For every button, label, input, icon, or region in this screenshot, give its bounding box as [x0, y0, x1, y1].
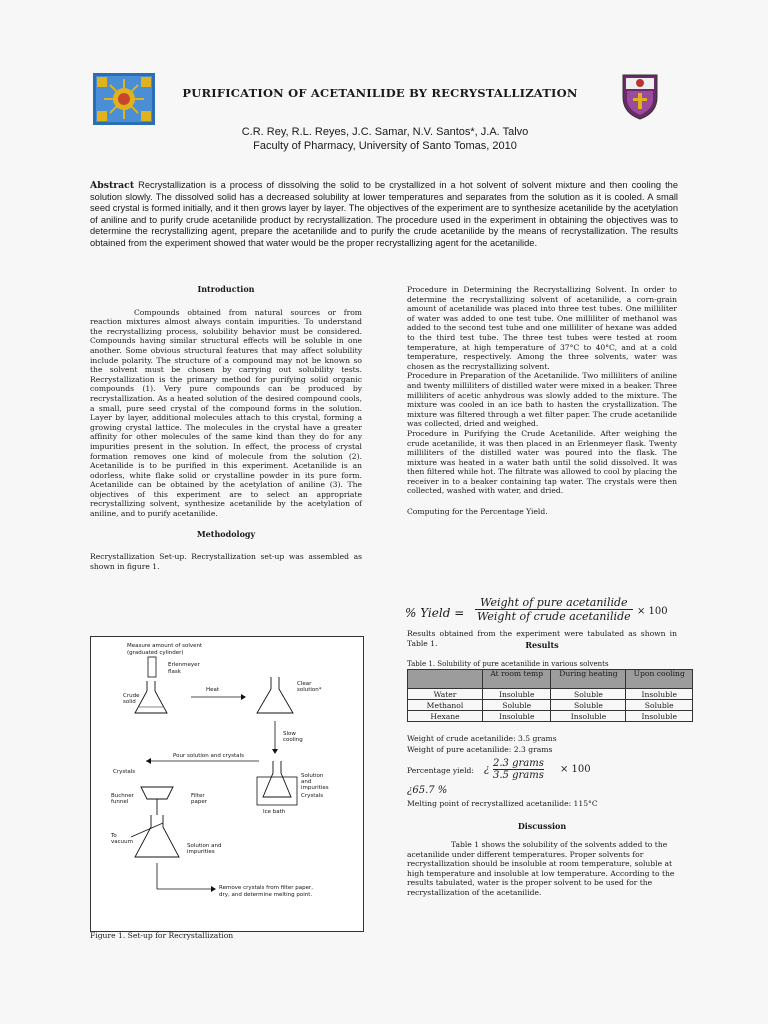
abstract-label: Abstract [90, 180, 135, 191]
label-to: To [111, 833, 117, 839]
abstract [90, 180, 678, 250]
percentage-denominator: 3.5 grams [493, 770, 544, 781]
percentage-prefix: ¿ [484, 764, 490, 775]
university-seal [615, 71, 665, 121]
solubility-table [407, 669, 693, 722]
table-cell: Insoluble [626, 689, 693, 700]
label-funnel: funnel [111, 799, 129, 805]
table-header-row [408, 670, 693, 689]
table-caption: Table 1. Solubility of pure acetanilide in various solvents [407, 660, 609, 668]
label-solution-and: Solution [301, 773, 324, 779]
table-header-cell: During heating [551, 670, 626, 689]
label-flask: flask [168, 669, 181, 675]
label-solution2: Solution and [187, 843, 222, 849]
right-column [407, 285, 677, 517]
flask-4 [135, 815, 179, 857]
table-cell: Water [408, 689, 483, 700]
discussion-text: Table 1 shows the solubility of the solvents added to the acetanilide under different temperatures. Proper solvents for recrystallization should be insoluble at room temperature, soluble at high temperature and insoluble at low temperature. According to the results tabulated, water is the proper solvent to be used for the recrystallization of the acetanilide. [407, 840, 675, 897]
results-heading: Results [525, 640, 559, 650]
table-cell: Hexane [408, 711, 483, 722]
table-cell: Insoluble [626, 711, 693, 722]
table-cell: Soluble [551, 689, 626, 700]
ice-bath [257, 777, 297, 805]
procedure-purifying: Procedure in Purifying the Crude Acetanilide. After weighing the crude acetanilide, it was then placed in an Erlenmeyer flask. Twenty milliliters of the distilled water was poured into the flask. The mixture was heated in a water bath until the solid dissolved. It was then filtered while hot. The filtrate was allowed to cool by placing the receiver in to a beaker containing tap water. The crystals were then collected, washed with water, and dried. [407, 428, 677, 496]
equation-lhs: % Yield = [405, 606, 465, 620]
label-measure: Measure amount of solvent [127, 643, 203, 649]
computing-label: Computing for the Percentage Yield. [407, 507, 548, 517]
procedure-preparation: Procedure in Preparation of the Acetanilide. Two milliliters of aniline and twenty milliliters of distilled water were mixed in a beaker. Three milliliters of acetic anhydrous was slowly added to the mixture. The mixture was cooled in an ice bath to hasten the crystallization. The mixture was filtered through a wet filter paper. The crude acetanilide was collected, dried and weighed. [407, 371, 677, 429]
label-crude: Crude [123, 693, 140, 699]
paper-title: PURIFICATION OF ACETANILIDE BY RECRYSTALLIZATION [182, 86, 578, 100]
label-filter: Filter [191, 793, 205, 799]
label-heat: Heat [206, 687, 220, 693]
graduated-cylinder [148, 657, 156, 677]
equation-fraction [475, 596, 633, 623]
label-pour: Pour solution and crystals [173, 753, 244, 759]
table-cell: Soluble [551, 700, 626, 711]
label-vacuum: vacuum [111, 839, 133, 845]
table-cell: Soluble [483, 700, 551, 711]
label-erlenmeyer: Erlenmeyer [168, 662, 200, 668]
flask-2 [257, 677, 293, 713]
percentage-result: ¿65.7 % [407, 785, 448, 796]
methodology-heading: Methodology [196, 528, 256, 539]
author-list: C.R. Rey, R.L. Reyes, J.C. Samar, N.V. Santos*, J.A. Talvo [241, 126, 529, 138]
authors-block [150, 125, 620, 153]
label-buchner: Buchner [111, 793, 134, 799]
table-row [408, 689, 693, 700]
table-header-cell [408, 670, 483, 689]
table-cell: Insoluble [483, 711, 551, 722]
label-solid: solid [123, 699, 136, 705]
label-clear: Clear [297, 681, 312, 687]
flask-1 [135, 681, 167, 713]
label-and: and [301, 779, 312, 785]
equation-denominator: Weight of crude acetanilide [477, 610, 631, 623]
melting-point: Melting point of recrystallized acetanilide: 115°C [407, 799, 598, 808]
introduction-heading: Introduction [197, 284, 255, 294]
faculty-logo [93, 73, 155, 125]
equation-numerator: Weight of pure acetanilide [480, 596, 628, 609]
label-cooling: cooling [283, 737, 303, 743]
table-row [408, 711, 693, 722]
abstract-text: Recrystallization is a process of dissolving the solid to be crystallized in a hot solvent of solvent mixture and then cooling the solution slowly. The dissolved solid has a decreased solubility at lower temperatures and separates from the solution as it is cooled. A small seed crystal is formed initially, and it then grows layer by layer. The objectives of the experiment are to synthesize acetanilide by the acetylation of aniline and to purify crude acetanilide product by recrystallization. The procedure used in the experiment in obtaining the objectives was to determine the recrystallizing agent, prepare the acetanilide and to purify the crude acetanilide by the means of recrystallization. The results obtained from the experiment showed that water would be the proper recrystallizing agent for the acetanilide. [90, 180, 678, 248]
label-remove2: dry, and determine melting point. [219, 892, 313, 898]
methodology-text: Recrystallization Set-up. Recrystallization set-up was assembled as shown in figure 1. [90, 552, 362, 571]
percentage-label: Percentage yield: [407, 766, 474, 775]
label-impurities2: impurities [187, 849, 215, 855]
affiliation: Faculty of Pharmacy, University of Santo Tomas, 2010 [253, 140, 517, 152]
label-remove1: Remove crystals from filter paper, [219, 885, 313, 891]
equation-factor: × 100 [637, 606, 668, 617]
label-paper: paper [191, 799, 207, 805]
label-crystals: Crystals [301, 793, 324, 799]
table-cell: Soluble [626, 700, 693, 711]
percentage-numerator: 2.3 grams [493, 758, 544, 769]
table-header-cell: Upon cooling [626, 670, 693, 689]
label-graduated: (graduated cylinder) [127, 650, 184, 656]
label-slow: Slow [283, 731, 296, 737]
label-ice-bath: Ice bath [263, 809, 286, 815]
weight-crude: Weight of crude acetanilide: 3.5 grams [407, 734, 557, 743]
figure-caption: Figure 1. Set-up for Recrystallization [90, 931, 234, 940]
procedure-solvent: Procedure in Determining the Recrystallizing Solvent. In order to determine the recrystallizing solvent of acetanilide, a corn-grain amount of acetanilide was placed into three test tubes. One milliliter of water was added to one test tube. One milliliter of methanol was added to the second test tube and one milliliter of hexane was added to the third test tube. The three test tubes were tested at room temperature, at high temperature of 37°C to 40°C, and at a cold temperature, respectively. Among the three solvents, water was chosen as the recrystallizing solvent. [407, 285, 677, 371]
percentage-factor: × 100 [560, 764, 591, 775]
label-impurities: impurities [301, 785, 329, 791]
label-clear-solution: solution* [297, 687, 322, 693]
figure-setup [90, 636, 364, 932]
table-row [408, 700, 693, 711]
percentage-fraction [493, 758, 544, 781]
buchner-funnel [141, 787, 173, 799]
table-cell: Methanol [408, 700, 483, 711]
flask-3 [263, 761, 291, 797]
weight-pure: Weight of pure acetanilide: 2.3 grams [407, 745, 553, 754]
introduction-text: Compounds obtained from natural sources or from reaction mixtures almost always contain impurities. To understand the recrystallizing process, solubility behavior must be considered. Compounds having similar structural effects will be soluble in one another. Some obvious structural features that may affect solubility include polarity. The structure of a compound may not be known so the solvent must be chosen by carrying out solubility tests. Recrystallization is the primary method for purifying solid organic compounds (1). Very pure compounds can be produced by recrystallization. As a heated solution of the desired compound cools, a small, pure seed crystal of the compound forms in the solution. Layer by layer, additional molecules attach to this crystal, forming a growing crystal lattice. The molecules in the crystal have a greater affinity for other molecules of the same kind than they do for any impurities present in the solution. In effect, the process of crystal formation removes one kind of molecule from the solution (2). Acetanilide is to be purified in this experiment. Acetanilide is an odorless, white flake solid or crystalline powder in its pure form. Acetanilide can be obtained by the acetylation of aniline (3). The objectives of this experiment are to select an appropriate recrystallizing solvent, synthesize acetanilide by the acetylation of aniline, and to purify acetanilide. [90, 307, 362, 519]
table-header-cell: At room temp [483, 670, 551, 689]
results-intro: Results obtained from the experiment were tabulated as shown in Table 1. [407, 629, 677, 648]
label-crystals2: Crystals [113, 769, 136, 775]
table-cell: Insoluble [483, 689, 551, 700]
discussion-heading: Discussion [517, 821, 567, 831]
left-column [90, 285, 362, 571]
table-cell: Insoluble [551, 711, 626, 722]
